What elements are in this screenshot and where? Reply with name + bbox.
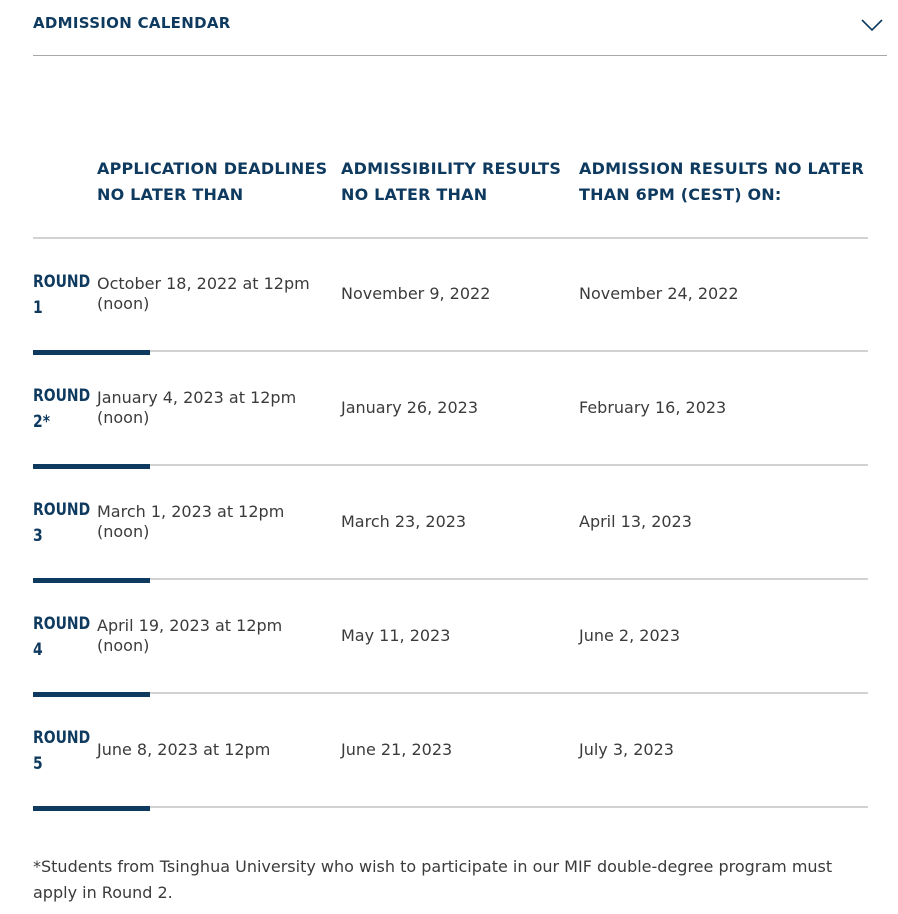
row-accent-bar <box>33 806 150 811</box>
round-label <box>33 611 95 663</box>
round-label <box>33 383 95 435</box>
deadline-line: April 19, 2023 at 12pm <box>97 616 283 635</box>
deadline-line: June 8, 2023 at 12pm <box>97 740 271 759</box>
round-word: ROUND <box>33 728 91 748</box>
deadline-line: (noon) <box>97 522 150 541</box>
footnote <box>33 854 863 906</box>
deadline-line: March 1, 2023 at 12pm <box>97 502 285 521</box>
column-header-line: ADMISSIBILITY RESULTS <box>341 159 562 178</box>
table-row <box>33 580 868 694</box>
round-word: ROUND <box>33 272 91 292</box>
column-header-admission-results <box>579 156 864 208</box>
footnote-line: apply in Round 2. <box>33 883 173 902</box>
round-word: ROUND <box>33 614 91 634</box>
row-divider <box>33 806 868 808</box>
application-deadline <box>97 502 322 542</box>
deadline-line: (noon) <box>97 636 150 655</box>
deadline-line: (noon) <box>97 408 150 427</box>
column-header-line: APPLICATION DEADLINES <box>97 159 328 178</box>
admission-result-date: November 24, 2022 <box>579 284 739 303</box>
admissibility-result-date: January 26, 2023 <box>341 398 478 417</box>
round-number: 3 <box>33 526 43 546</box>
deadline-line: January 4, 2023 at 12pm <box>97 388 297 407</box>
column-header-line: THAN 6PM (CEST) ON: <box>579 185 782 204</box>
footnote-line: *Students from Tsinghua University who wish to participate in our MIF double-degree program must <box>33 857 833 876</box>
admissibility-result-date: May 11, 2023 <box>341 626 451 645</box>
round-number: 2* <box>33 412 50 432</box>
accordion-title[interactable]: ADMISSION CALENDAR <box>33 14 231 32</box>
admission-result-date: February 16, 2023 <box>579 398 727 417</box>
round-word: ROUND <box>33 386 91 406</box>
table-row <box>33 694 868 808</box>
admissibility-result-date: March 23, 2023 <box>341 512 467 531</box>
table-row <box>33 238 868 352</box>
admission-result-date: April 13, 2023 <box>579 512 692 531</box>
round-label <box>33 497 95 549</box>
column-header-line: NO LATER THAN <box>341 185 488 204</box>
deadline-line: October 18, 2022 at 12pm <box>97 274 310 293</box>
admissibility-result-date: November 9, 2022 <box>341 284 491 303</box>
application-deadline <box>97 616 322 656</box>
column-header-admissibility-results <box>341 156 561 208</box>
deadline-line: (noon) <box>97 294 150 313</box>
round-number: 5 <box>33 754 43 774</box>
application-deadline <box>97 274 322 314</box>
admission-result-date: July 3, 2023 <box>579 740 674 759</box>
round-number: 1 <box>33 298 43 318</box>
round-word: ROUND <box>33 500 91 520</box>
accordion-header[interactable] <box>33 0 887 56</box>
table-row <box>33 466 868 580</box>
column-header-application-deadlines <box>97 156 327 208</box>
round-label <box>33 725 95 777</box>
round-label <box>33 269 95 321</box>
admissibility-result-date: June 21, 2023 <box>341 740 453 759</box>
table-row <box>33 352 868 466</box>
application-deadline <box>97 388 322 428</box>
column-header-line: ADMISSION RESULTS NO LATER <box>579 159 864 178</box>
column-header-line: NO LATER THAN <box>97 185 244 204</box>
chevron-down-icon[interactable] <box>861 18 883 32</box>
admission-result-date: June 2, 2023 <box>579 626 680 645</box>
application-deadline <box>97 740 322 760</box>
round-number: 4 <box>33 640 43 660</box>
